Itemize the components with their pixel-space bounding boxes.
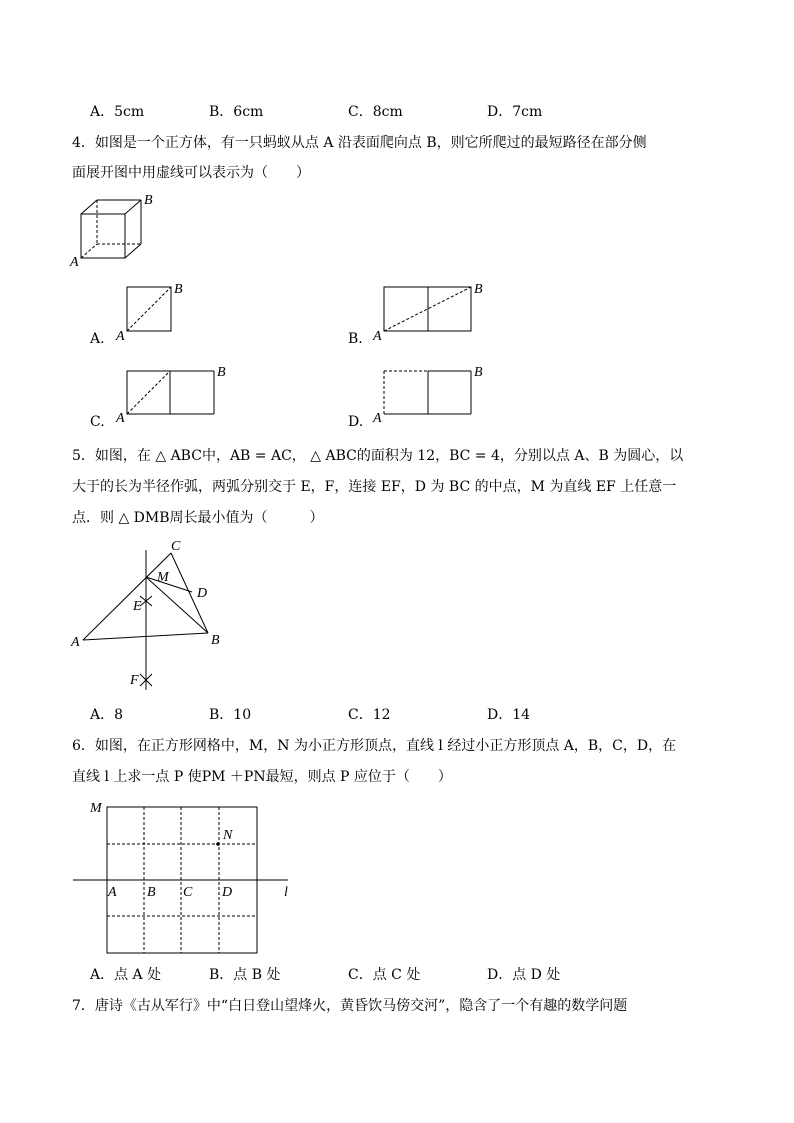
q4-net-d-label-a: A [373, 411, 382, 426]
q5-label-a: A [71, 635, 80, 650]
q5-option-d: D．14 [487, 707, 531, 723]
q5-label-m: M [157, 570, 169, 585]
q3-option-d: D．7cm [487, 104, 543, 120]
q4-net-a-label-a: A [116, 329, 125, 344]
q6-label-d: D [222, 885, 233, 900]
q5-option-c: C．12 [348, 707, 391, 723]
q5-label-c: C [171, 539, 181, 554]
q6-option-c: C．点 C 处 [348, 967, 421, 983]
q6-option-d: D．点 D 处 [487, 967, 561, 983]
q5-label-f: F [130, 673, 139, 688]
q5-label-e: E [133, 599, 142, 614]
q3-option-a: A．5cm [90, 104, 145, 120]
q5-text-line2: 大于的长为半径作弧，两弧分别交于 E，F，连接 EF，D 为 BC 的中点，M 为直线 EF 上任意一 [72, 479, 677, 495]
q5-label-b: B [211, 633, 220, 648]
q4-option-d: D. [348, 414, 364, 430]
q4-net-b-label-b: B [474, 282, 483, 297]
q6-label-n: N [223, 828, 233, 843]
q4-cube-label-a: A [70, 255, 79, 270]
q6-option-b: B．点 B 处 [209, 967, 281, 983]
q6-label-l: l [284, 885, 288, 900]
q5-label-d: D [197, 586, 208, 601]
q5-text-line3: 点．则 △ DMB周长最小值为（ ） [72, 510, 324, 526]
q6-label-c: C [183, 885, 193, 900]
q3-option-b: B．6cm [209, 104, 264, 120]
q6-label-m: M [90, 801, 102, 816]
q5-option-b: B．10 [209, 707, 252, 723]
q6-text-line2: 直线 l 上求一点 P 使PM ＋PN最短，则点 P 应位于（ ） [72, 769, 452, 785]
q4-net-c-label-b: B [217, 365, 226, 380]
q6-option-a: A．点 A 处 [90, 967, 162, 983]
q4-net-d-label-b: B [474, 365, 483, 380]
q4-option-c: C. [90, 414, 105, 430]
q5-text-line1: 5．如图，在 △ ABC中，AB = AC， △ ABC的面积为 12，BC = 4，分别以点 A、B 为圆心，以 [72, 448, 684, 464]
q3-option-c: C．8cm [348, 104, 403, 120]
q4-text-line2: 面展开图中用虚线可以表示为（ ） [72, 165, 310, 181]
q4-net-a-label-b: B [174, 282, 183, 297]
q4-text-line1: 4．如图是一个正方体，有一只蚂蚁从点 A 沿表面爬向点 B，则它所爬过的最短路径在部分侧 [72, 135, 647, 151]
q6-label-b: B [147, 885, 156, 900]
q6-text-line1: 6．如图，在正方形网格中，M，N 为小正方形顶点，直线 l 经过小正方形顶点 A，B，C，D，在 [72, 738, 677, 754]
q4-net-b-label-a: A [373, 329, 382, 344]
q6-label-a: A [108, 885, 117, 900]
q4-option-b: B. [348, 331, 363, 347]
q7-text-line1: 7．唐诗《古从军行》中“白日登山望烽火，黄昏饮马傍交河”，隐含了一个有趣的数学问题 [72, 998, 628, 1014]
q4-option-a: A. [90, 331, 105, 347]
q4-cube-label-b: B [144, 193, 153, 208]
q5-option-a: A．8 [90, 707, 124, 723]
q4-net-c-label-a: A [116, 411, 125, 426]
